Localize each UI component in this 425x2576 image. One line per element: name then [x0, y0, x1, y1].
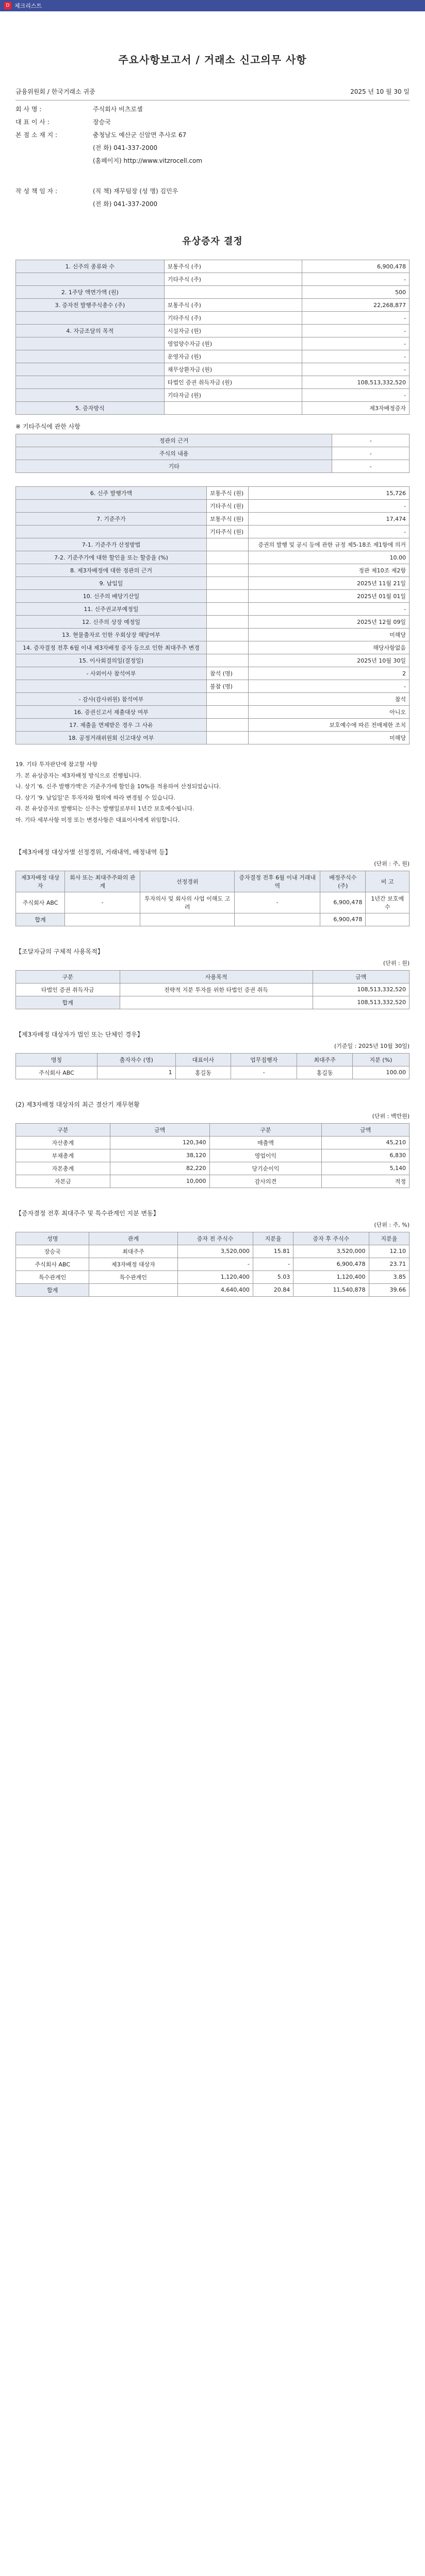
holder-table: [15, 1053, 410, 1079]
table-row: [16, 680, 410, 693]
total-label: 합계: [16, 996, 120, 1009]
row-value: 22,268,877: [302, 299, 410, 312]
table-cell: 매출액: [209, 1136, 322, 1149]
company-row: (홈페이지) http://www.vitzrocell.com: [93, 157, 203, 164]
table-cell: -: [235, 892, 320, 913]
row-sublabel: [164, 286, 302, 299]
table-row: [16, 312, 410, 325]
row-label: 정관의 근거: [16, 434, 332, 447]
section-title: 유상증자 결정: [182, 236, 243, 247]
table-row: [16, 732, 410, 744]
table-row: [16, 1283, 410, 1296]
row-label: 15. 이사회결의일(결정일): [16, 654, 207, 667]
table-cell: 45,210: [322, 1136, 410, 1149]
table-cell: 10,000: [110, 1175, 209, 1188]
addressee-row: [15, 87, 410, 96]
table-cell: 투자의사 및 회사의 사업 이해도 고려: [140, 892, 235, 913]
allot-unit: (단위 : 주, 원): [374, 860, 410, 867]
row-value: -: [249, 680, 410, 693]
table-row: [16, 1149, 410, 1162]
table-cell: 주식회사 ABC: [16, 1066, 97, 1079]
table-cell: 홍길동: [297, 1066, 353, 1079]
row-label: 2. 1주당 액면가액 (원): [16, 286, 165, 299]
row-sublabel: [207, 719, 249, 732]
table-cell: 영업이익: [209, 1149, 322, 1162]
row-sublabel: [207, 603, 249, 616]
row-label: [16, 273, 165, 286]
row-sublabel: [207, 693, 249, 706]
row-value: 제3자배정증자: [302, 402, 410, 415]
column-header: 관계: [89, 1232, 177, 1245]
column-header: 최대주주: [297, 1053, 353, 1066]
column-header: 금액: [313, 970, 409, 983]
total-value: 108,513,332,520: [313, 996, 409, 1009]
notes: [15, 760, 410, 825]
column-header: 대표이사: [175, 1053, 231, 1066]
table-cell: 주식회사 ABC: [16, 1258, 89, 1270]
column-header: 증자 전 주식수: [177, 1232, 253, 1245]
table-cell: 적정: [322, 1175, 410, 1188]
table-row: [16, 719, 410, 732]
row-sublabel: [207, 641, 249, 654]
table-cell: 특수관계인: [89, 1270, 177, 1283]
column-header: 금액: [322, 1123, 410, 1136]
row-label: 11. 신주권교부예정일: [16, 603, 207, 616]
other-stock-table: [15, 434, 410, 473]
main-table: [15, 260, 410, 415]
table-row: [16, 487, 410, 500]
column-header: 구분: [209, 1123, 322, 1136]
purpose-table: [15, 970, 410, 1009]
column-header: 비 고: [366, 871, 410, 892]
table-row: [16, 389, 410, 402]
fin-table: [15, 1123, 410, 1188]
row-label: 17. 제출을 면제받은 경우 그 사유: [16, 719, 207, 732]
row-sublabel: 보통주식 (주): [164, 260, 302, 273]
row-value: -: [302, 363, 410, 376]
row-sublabel: 참석 (명): [207, 667, 249, 680]
table-cell: 제3자배정 대상자: [89, 1258, 177, 1270]
detail-table: [15, 486, 410, 744]
table-row: [16, 996, 410, 1009]
row-sublabel: 기타자금 (원): [164, 389, 302, 402]
table-cell: 1,120,400: [177, 1270, 253, 1283]
document-page: [0, 11, 425, 1307]
row-value: 6,900,478: [302, 260, 410, 273]
row-value: 17,474: [249, 513, 410, 526]
table-cell: 3,520,000: [177, 1245, 253, 1258]
row-value: -: [302, 312, 410, 325]
table-row: [16, 641, 410, 654]
app-title: 체크리스트: [14, 3, 42, 9]
table-row: [16, 693, 410, 706]
row-label: 9. 납입일: [16, 577, 207, 590]
company-row: 본 점 소 재 지 : 충청남도 예산군 신암면 추사로 67: [15, 131, 187, 139]
row-label: 7-2. 기준주가에 대한 할인율 또는 할증율 (%): [16, 551, 207, 564]
column-header: 지분율: [369, 1232, 409, 1245]
table-row: [16, 1136, 410, 1149]
row-value: 증권의 발행 및 공시 등에 관한 규정 제5-18조 제1항에 의거: [249, 538, 410, 551]
table-row: [16, 500, 410, 513]
report-title: 주요사항보고서 / 거래소 신고의무 사항: [118, 54, 307, 66]
row-sublabel: [207, 732, 249, 744]
table-cell: 82,220: [110, 1162, 209, 1175]
row-label: 3. 증자전 발행주식총수 (주): [16, 299, 165, 312]
row-value: -: [332, 434, 410, 447]
row-label: 7-1. 기준주가 산정방법: [16, 538, 207, 551]
column-header: 지분율: [253, 1232, 293, 1245]
fin-title: (2) 제3자배정 대상자의 최근 결산기 재무현황: [15, 1100, 140, 1108]
table-row: [16, 434, 410, 447]
holder-title: 【제3자배정 대상자가 법인 또는 단체인 경우】: [15, 1030, 143, 1038]
company-row: 작 성 책 임 자 : (직 책) 재무팀장 (성 명) 김민우: [15, 188, 178, 195]
row-sublabel: [207, 629, 249, 641]
table-cell: 자본금: [16, 1175, 110, 1188]
table-cell: [140, 913, 235, 926]
table-row: [16, 376, 410, 389]
allot-title: 【제3자배정 대상자별 선정경위, 거래내역, 배정내역 등】: [15, 848, 171, 856]
allot-table: [15, 871, 410, 926]
column-header: 지분 (%): [352, 1053, 409, 1066]
row-sublabel: 기타주식 (주): [164, 273, 302, 286]
row-sublabel: [207, 551, 249, 564]
table-cell: 12.10: [369, 1245, 409, 1258]
row-sublabel: 불참 (명): [207, 680, 249, 693]
table-row: [16, 538, 410, 551]
table-cell: 특수관계인: [16, 1270, 89, 1283]
row-label: - 감사(감사위원) 참석여부: [16, 693, 207, 706]
table-cell: 최대주주: [89, 1245, 177, 1258]
row-value: 108,513,332,520: [302, 376, 410, 389]
row-value: 500: [302, 286, 410, 299]
table-cell: 당기순이익: [209, 1162, 322, 1175]
column-header: 구분: [16, 970, 120, 983]
table-row: [16, 337, 410, 350]
table-row: [16, 1245, 410, 1258]
total-label: 합계: [16, 1283, 89, 1296]
row-sublabel: 타법인 증권 취득자금 (원): [164, 376, 302, 389]
table-row: [16, 273, 410, 286]
table-row: [16, 350, 410, 363]
table-cell: 20.84: [253, 1283, 293, 1296]
table-row: [16, 564, 410, 577]
row-sublabel: [207, 616, 249, 629]
table-cell: 자본총계: [16, 1162, 110, 1175]
note-line: 가. 본 유상증자는 제3자배정 방식으로 진행됩니다.: [15, 772, 141, 779]
table-cell: -: [177, 1258, 253, 1270]
table-cell: -: [253, 1258, 293, 1270]
report-date: 2025 년 10 월 30 일: [350, 88, 410, 95]
note-line: 마. 기타 세부사항 미정 또는 변경사항은 대표이사에게 위임합니다.: [15, 816, 180, 823]
table-cell: 전략적 지분 투자를 위한 타법인 증권 취득: [120, 983, 313, 996]
addressee: 금융위원회 / 한국거래소 귀중: [15, 88, 95, 95]
table-cell: [235, 913, 320, 926]
column-header: 선정경위: [140, 871, 235, 892]
table-cell: 장승국: [16, 1245, 89, 1258]
row-value: 아니오: [249, 706, 410, 719]
row-value: 정관 제10조 제2항: [249, 564, 410, 577]
row-sublabel: 보통주식 (주): [164, 299, 302, 312]
table-cell: 3,520,000: [293, 1245, 369, 1258]
row-value: -: [249, 526, 410, 538]
hold-unit: (단위 : 주, %): [374, 1221, 410, 1228]
column-header: 명칭: [16, 1053, 97, 1066]
row-label: [16, 363, 165, 376]
row-value: 해당사항없음: [249, 641, 410, 654]
row-label: 14. 증자결정 전후 6월 이내 제3자배정 증자 등으로 인한 최대주주 변경: [16, 641, 207, 654]
row-label: 기타: [16, 460, 332, 473]
row-sublabel: [207, 706, 249, 719]
row-value: 15,726: [249, 487, 410, 500]
row-sublabel: 영업양수자금 (원): [164, 337, 302, 350]
row-sublabel: [164, 402, 302, 415]
row-sublabel: [207, 654, 249, 667]
column-header: 출자자수 (명): [97, 1053, 176, 1066]
row-value: -: [332, 460, 410, 473]
app-titlebar: [0, 0, 425, 11]
row-sublabel: [207, 577, 249, 590]
table-row: [16, 616, 410, 629]
row-value: 10.00: [249, 551, 410, 564]
row-label: [16, 312, 165, 325]
row-value: 2025년 12월 09일: [249, 616, 410, 629]
row-sublabel: [207, 564, 249, 577]
table-cell: [120, 996, 313, 1009]
row-sublabel: 보통주식 (원): [207, 513, 249, 526]
table-row: [16, 603, 410, 616]
column-header: 배정주식수 (주): [320, 871, 366, 892]
table-row: [16, 629, 410, 641]
fin-unit: (단위 : 백만원): [372, 1112, 410, 1120]
table-row: [16, 447, 410, 460]
table-cell: 5,140: [322, 1162, 410, 1175]
table-row: [16, 667, 410, 680]
table-row: [16, 1123, 410, 1136]
table-cell: 4,640,400: [177, 1283, 253, 1296]
table-row: [16, 363, 410, 376]
row-sublabel: 채무상환자금 (원): [164, 363, 302, 376]
row-value: 2025년 10월 30일: [249, 654, 410, 667]
table-row: [16, 1270, 410, 1283]
table-row: [16, 970, 410, 983]
column-header: 성명: [16, 1232, 89, 1245]
note-line: 다. 상기 '9. 납입일'은 투자자와 협의에 따라 변경될 수 있습니다.: [15, 794, 176, 801]
table-row: [16, 286, 410, 299]
total-label: 합계: [16, 913, 65, 926]
purpose-title: 【조달자금의 구체적 사용목적】: [15, 947, 104, 955]
table-cell: 주식회사 ABC: [16, 892, 65, 913]
table-row: [16, 526, 410, 538]
row-value: -: [302, 337, 410, 350]
table-cell: 120,340: [110, 1136, 209, 1149]
table-cell: [366, 913, 410, 926]
row-label: [16, 337, 165, 350]
row-sublabel: 기타주식 (원): [207, 526, 249, 538]
company-row: (전 화) 041-337-2000: [93, 144, 158, 151]
note-line: 19. 기타 투자판단에 참고할 사항: [15, 761, 97, 768]
table-row: [16, 1175, 410, 1188]
row-label: [16, 389, 165, 402]
row-value: 미해당: [249, 629, 410, 641]
other-stock-note: ※ 기타주식에 관한 사항: [15, 423, 80, 430]
table-row: [16, 299, 410, 312]
table-cell: -: [231, 1066, 297, 1079]
note-line: 나. 상기 '6. 신주 발행가액'은 기준주가에 할인율 10%를 적용하여 산정되었습니다.: [15, 783, 221, 790]
table-cell: [65, 913, 140, 926]
total-value: 6,900,478: [320, 913, 366, 926]
row-value: 참석: [249, 693, 410, 706]
row-label: [16, 500, 207, 513]
table-cell: 23.71: [369, 1258, 409, 1270]
table-cell: 1: [97, 1066, 176, 1079]
table-cell: 38,120: [110, 1149, 209, 1162]
row-sublabel: [207, 590, 249, 603]
row-sublabel: 기타주식 (주): [164, 312, 302, 325]
table-row: [16, 513, 410, 526]
column-header: 사용목적: [120, 970, 313, 983]
row-value: -: [302, 389, 410, 402]
purpose-unit: (단위 : 원): [383, 959, 410, 967]
table-cell: 6,900,478: [320, 892, 366, 913]
row-label: [16, 680, 207, 693]
row-value: -: [302, 325, 410, 337]
row-label: [16, 526, 207, 538]
hold-table: [15, 1232, 410, 1297]
column-header: 제3자배정 대상자: [16, 871, 65, 892]
row-value: 보호예수에 따른 전매제한 조치: [249, 719, 410, 732]
table-row: [16, 1066, 410, 1079]
row-sublabel: 운영자금 (원): [164, 350, 302, 363]
table-cell: 5.03: [253, 1270, 293, 1283]
row-label: 6. 신주 발행가액: [16, 487, 207, 500]
table-cell: 108,513,332,520: [313, 983, 409, 996]
table-row: [16, 325, 410, 337]
row-sublabel: 시설자금 (원): [164, 325, 302, 337]
row-value: -: [302, 350, 410, 363]
row-label: 4. 자금조달의 목적: [16, 325, 165, 337]
row-value: -: [302, 273, 410, 286]
app-logo-icon: D: [4, 2, 11, 9]
table-row: [16, 892, 410, 913]
row-sublabel: [207, 538, 249, 551]
row-value: -: [332, 447, 410, 460]
row-value: 2025년 11월 21일: [249, 577, 410, 590]
row-label: 16. 증권신고서 제출대상 여부: [16, 706, 207, 719]
table-cell: 부채총계: [16, 1149, 110, 1162]
table-row: [16, 402, 410, 415]
row-label: 주식의 내용: [16, 447, 332, 460]
column-header: 증자 후 주식수: [293, 1232, 369, 1245]
row-sublabel: 기타주식 (원): [207, 500, 249, 513]
row-label: 12. 신주의 상장 예정일: [16, 616, 207, 629]
table-cell: 홍길동: [175, 1066, 231, 1079]
table-cell: 11,540,878: [293, 1283, 369, 1296]
row-label: [16, 376, 165, 389]
table-row: [16, 1053, 410, 1066]
column-header: 회사 또는 최대주주와의 관계: [65, 871, 140, 892]
table-row: [16, 590, 410, 603]
row-label: 8. 제3자배정에 대한 정관의 근거: [16, 564, 207, 577]
company-row: 회 사 명 : 주식회사 비츠로셀: [15, 106, 143, 113]
table-cell: 감사의견: [209, 1175, 322, 1188]
table-row: [16, 913, 410, 926]
company-info: [15, 105, 410, 208]
table-cell: 자산총계: [16, 1136, 110, 1149]
table-row: [16, 1258, 410, 1270]
table-cell: 6,830: [322, 1149, 410, 1162]
row-value: 2: [249, 667, 410, 680]
table-row: [16, 983, 410, 996]
row-label: - 사외이사 참석여부: [16, 667, 207, 680]
table-row: [16, 551, 410, 564]
row-label: 18. 공정거래위원회 신고대상 여부: [16, 732, 207, 744]
table-cell: 100.00: [352, 1066, 409, 1079]
table-cell: -: [65, 892, 140, 913]
company-row: 대 표 이 사 : 장승국: [15, 118, 111, 126]
column-header: 증자결정 전후 6월 이내 거래내역: [235, 871, 320, 892]
table-cell: 3.85: [369, 1270, 409, 1283]
row-label: 10. 신주의 배당기산일: [16, 590, 207, 603]
table-cell: [89, 1283, 177, 1296]
table-cell: 39.66: [369, 1283, 409, 1296]
row-value: -: [249, 603, 410, 616]
table-cell: 타법인 증권 취득자금: [16, 983, 120, 996]
table-row: [16, 460, 410, 473]
column-header: 업무집행자: [231, 1053, 297, 1066]
row-label: 13. 현물출자로 인한 우회상장 해당여부: [16, 629, 207, 641]
row-label: [16, 350, 165, 363]
row-label: 1. 신주의 종류와 수: [16, 260, 165, 273]
table-cell: 1년간 보호예수: [366, 892, 410, 913]
table-cell: 1,120,400: [293, 1270, 369, 1283]
row-sublabel: 보통주식 (원): [207, 487, 249, 500]
row-label: 7. 기준주가: [16, 513, 207, 526]
column-header: 구분: [16, 1123, 110, 1136]
table-row: [16, 871, 410, 892]
table-row: [16, 1232, 410, 1245]
table-row: [16, 1162, 410, 1175]
table-cell: 15.81: [253, 1245, 293, 1258]
row-value: 미해당: [249, 732, 410, 744]
table-row: [16, 260, 410, 273]
column-header: 금액: [110, 1123, 209, 1136]
row-value: 2025년 01월 01일: [249, 590, 410, 603]
company-row: (전 화) 041-337-2000: [93, 200, 158, 208]
holder-unit: (기준일 : 2025년 10월 30일): [334, 1042, 410, 1049]
hold-title: 【증자결정 전후 최대주주 및 특수관계인 지분 변동】: [15, 1209, 159, 1217]
table-cell: 6,900,478: [293, 1258, 369, 1270]
table-row: [16, 654, 410, 667]
table-row: [16, 706, 410, 719]
note-line: 라. 본 유상증자로 발행되는 신주는 발행일로부터 1년간 보호예수됩니다.: [15, 805, 194, 812]
row-label: 5. 증자방식: [16, 402, 165, 415]
table-row: [16, 577, 410, 590]
row-value: -: [249, 500, 410, 513]
